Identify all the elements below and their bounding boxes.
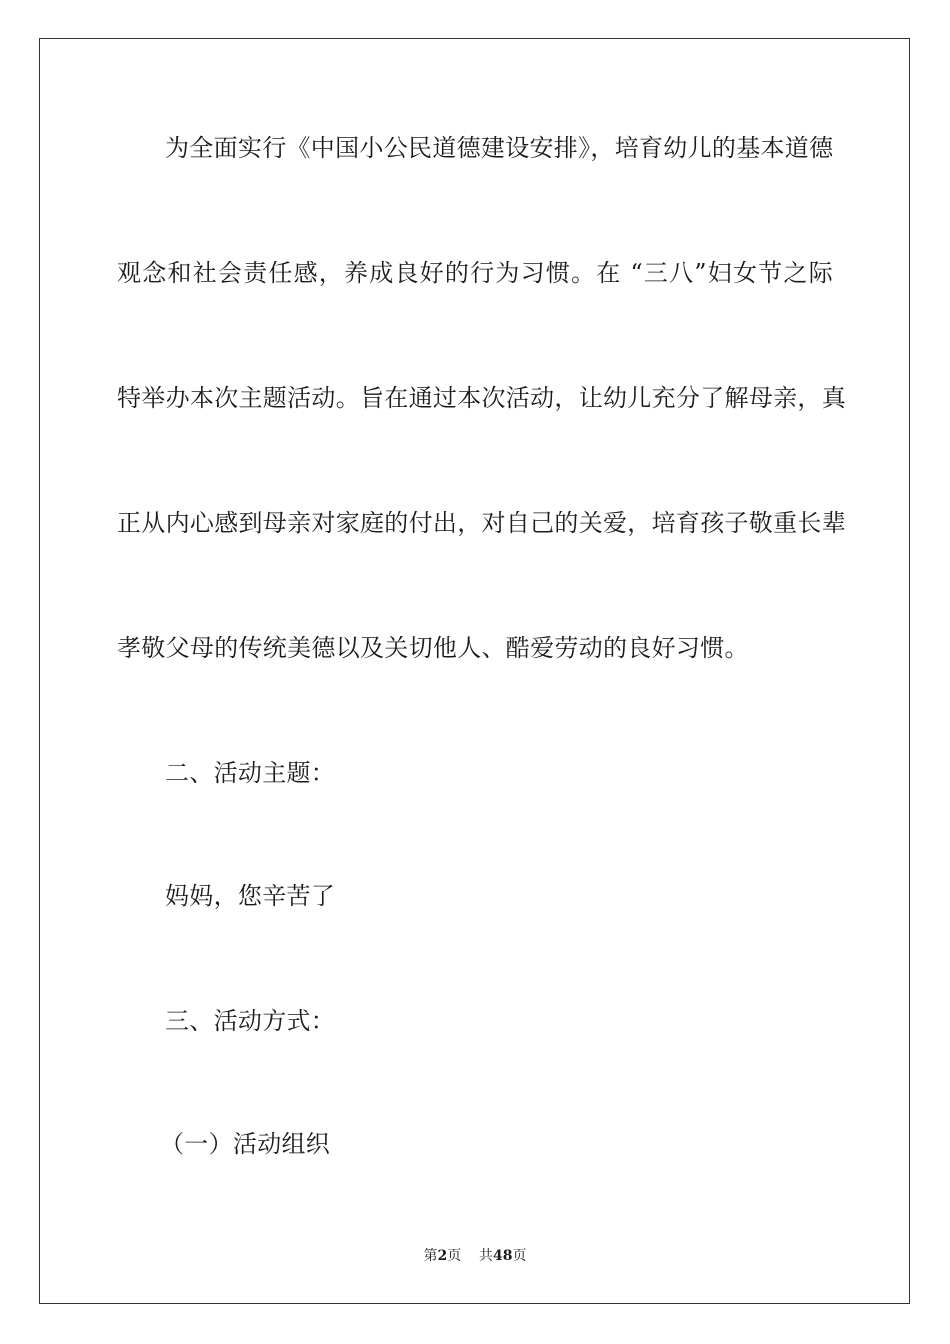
page-suffix: 页 xyxy=(447,1248,462,1264)
paragraph-line-1: 为全面实行《中国小公民道德建设安排》，培育幼儿的基本道德 xyxy=(165,134,834,162)
paragraph-line-5: 孝敬父母的传统美德以及关切他人、酷爱劳动的良好习惯。 xyxy=(117,634,749,662)
paragraph-line-2: 观念和社会责任感，养成良好的行为习惯。在 “三八”妇女节之际 xyxy=(117,259,833,287)
total-suffix: 页 xyxy=(512,1248,527,1264)
paragraph-line-4: 正从内心感到母亲对家庭的付出，对自己的关爱，培育孩子敬重长辈 xyxy=(117,509,846,537)
page-number: 2 xyxy=(437,1248,448,1264)
theme-text: 妈妈，您辛苦了 xyxy=(165,882,336,910)
page-prefix: 第 xyxy=(423,1248,438,1264)
page-border xyxy=(39,38,910,1304)
section-heading-theme: 二、活动主题： xyxy=(165,759,336,787)
total-pages: 48 xyxy=(493,1248,513,1264)
total-prefix: 共 xyxy=(479,1248,494,1264)
subsection-heading-organization: （一）活动组织 xyxy=(160,1130,331,1158)
paragraph-line-3: 特举办本次主题活动。旨在通过本次活动，让幼儿充分了解母亲，真 xyxy=(117,384,846,412)
page-footer xyxy=(0,1246,950,1266)
section-heading-method: 三、活动方式： xyxy=(165,1007,336,1035)
